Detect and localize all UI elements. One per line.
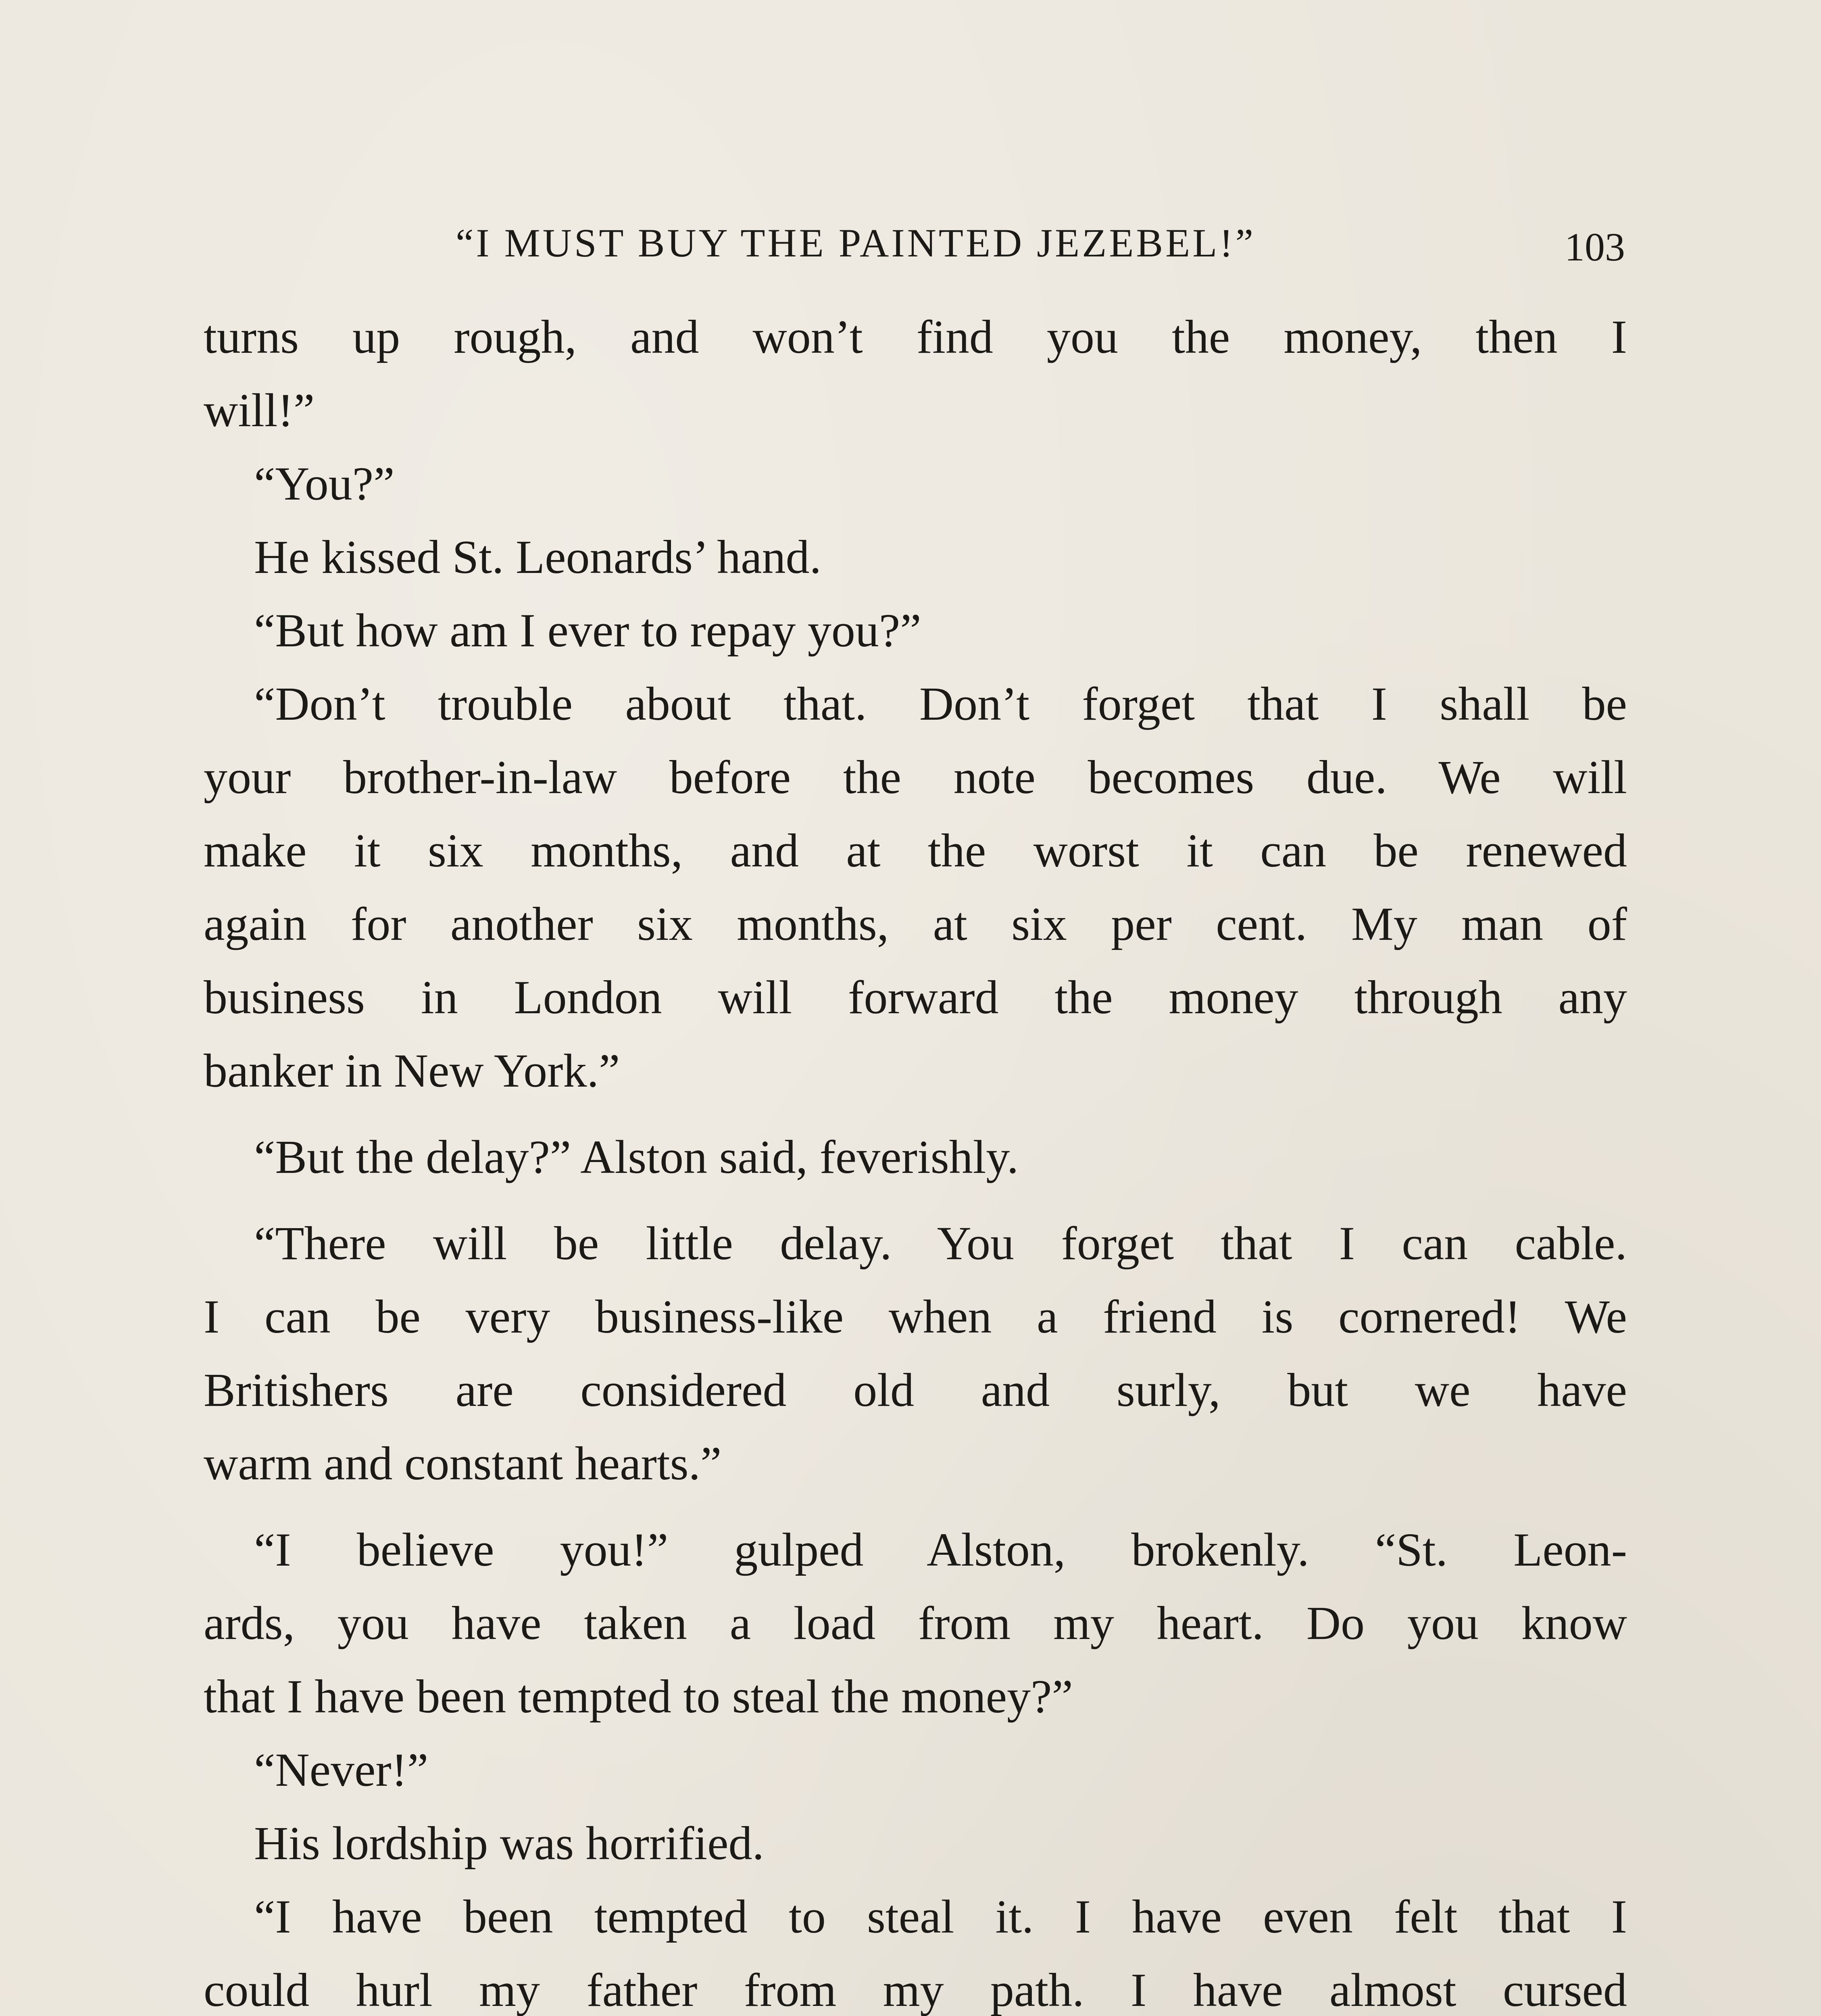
page-number: 103: [1565, 225, 1625, 269]
text-line: again for another six months, at six per cent. My man of: [204, 898, 1627, 950]
text-line: “But the delay?” Alston said, feverishly.: [254, 1131, 1019, 1183]
text-line: He kissed St. Leonards’ hand.: [254, 531, 821, 583]
text-line: Britishers are considered old and surly, but we have: [204, 1364, 1627, 1416]
text-line: “You?”: [254, 457, 395, 510]
text-line: that I have been tempted to steal the money?”: [204, 1670, 1073, 1723]
text-line: turns up rough, and won’t find you the money, then I: [204, 310, 1627, 363]
text-line: “I have been tempted to steal it. I have even felt that I: [254, 1890, 1627, 1943]
text-line: your brother-in-law before the note becomes due. We will: [204, 751, 1627, 804]
text-line: banker in New York.”: [204, 1044, 620, 1097]
text-line: ards, you have taken a load from my heart. Do you know: [204, 1597, 1627, 1649]
text-line: His lordship was horrified.: [254, 1817, 765, 1870]
text-line: “But how am I ever to repay you?”: [254, 604, 921, 657]
text-line: warm and constant hearts.”: [204, 1437, 722, 1490]
text-line: “There will be little delay. You forget that I can cable.: [254, 1217, 1627, 1270]
running-head: “I MUST BUY THE PAINTED JEZEBEL!”: [456, 221, 1256, 265]
text-line: business in London will forward the money through any: [204, 971, 1627, 1024]
text-line: I can be very business-like when a friend is cornered! We: [204, 1290, 1627, 1343]
text-line: will!”: [204, 384, 315, 437]
text-line: “Don’t trouble about that. Don’t forget that I shall be: [254, 677, 1627, 730]
text-line: “Never!”: [254, 1743, 429, 1796]
text-line: could hurl my father from my path. I have almost cursed: [204, 1964, 1627, 2016]
body-text: [204, 300, 1627, 2016]
text-line: make it six months, and at the worst it can be renewed: [204, 824, 1627, 877]
text-line: “I believe you!” gulped Alston, brokenly. “St. Leon-: [254, 1523, 1627, 1576]
